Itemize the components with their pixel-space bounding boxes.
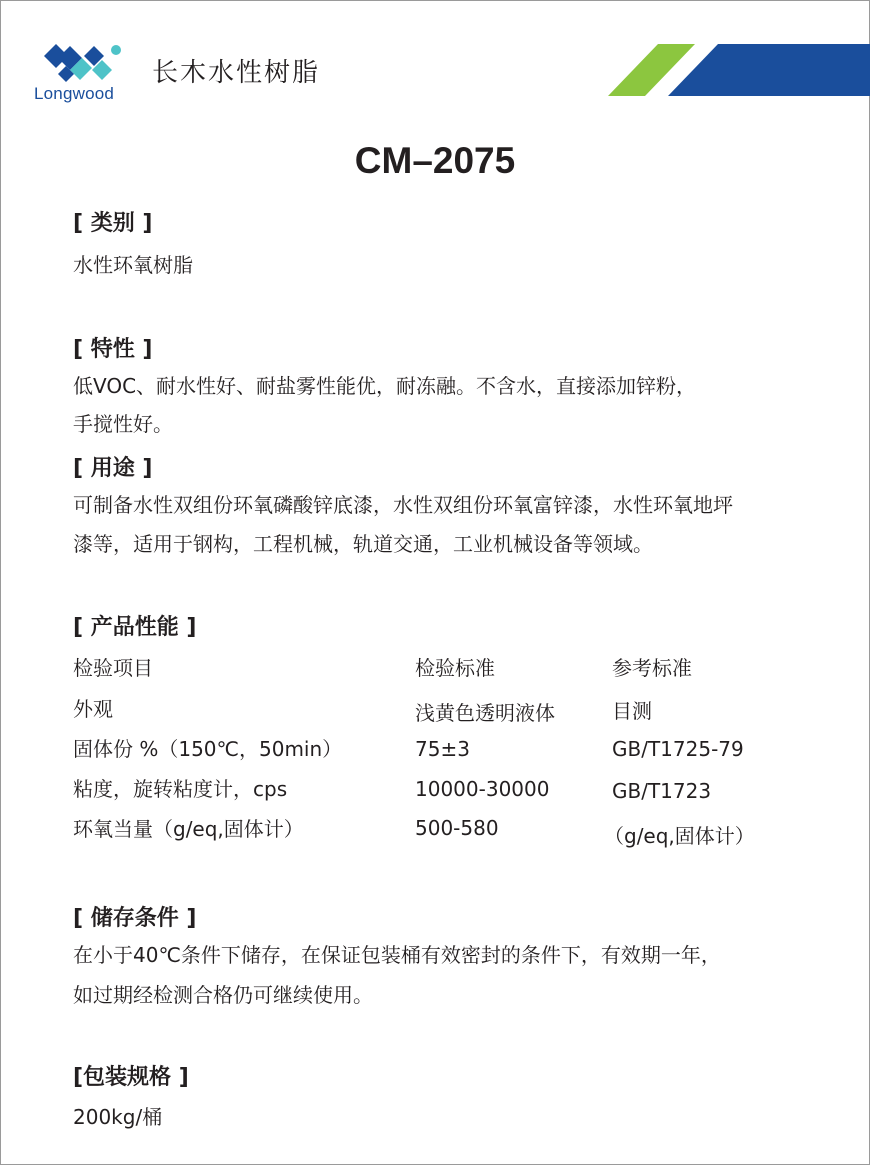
table-cell: 浅黄色透明液体 bbox=[415, 701, 555, 725]
performance-heading: [ 产品性能 ] bbox=[73, 615, 197, 640]
storage-heading: [ 储存条件 ] bbox=[73, 906, 197, 931]
table-cell: 目测 bbox=[612, 699, 652, 723]
properties-heading: [ 特性 ] bbox=[73, 337, 153, 362]
category-heading: [ 类别 ] bbox=[73, 211, 153, 236]
table-cell: 粘度，旋转粘度计，cps bbox=[73, 777, 288, 801]
table-cell: 外观 bbox=[73, 697, 113, 721]
uses-heading: [ 用途 ] bbox=[73, 456, 153, 481]
table-header-standard: 检验标准 bbox=[415, 656, 495, 680]
uses-line: 漆等，适用于钢构，工程机械，轨道交通，工业机械设备等领域。 bbox=[73, 532, 653, 556]
uses-line: 可制备水性双组份环氧磷酸锌底漆，水性双组份环氧富锌漆，水性环氧地坪 bbox=[73, 493, 733, 517]
header-stripes-decoration bbox=[600, 42, 870, 96]
category-text: 水性环氧树脂 bbox=[73, 253, 193, 277]
properties-line: 手搅性好。 bbox=[73, 412, 173, 436]
table-cell: （g/eq,固体计） bbox=[604, 824, 755, 848]
table-cell: 500-580 bbox=[415, 816, 499, 840]
table-cell: 固体份 %（150℃，50min） bbox=[73, 737, 343, 761]
packaging-heading: [包装规格 ] bbox=[73, 1065, 189, 1090]
table-cell: 10000-30000 bbox=[415, 777, 550, 801]
logo-text: Longwood bbox=[34, 84, 115, 103]
properties-line: 低VOC、耐水性好、耐盐雾性能优，耐冻融。不含水，直接添加锌粉， bbox=[73, 374, 697, 398]
company-name: 长木水性树脂 bbox=[152, 58, 321, 88]
table-cell: GB/T1723 bbox=[612, 779, 712, 803]
table-header-reference: 参考标准 bbox=[612, 656, 692, 680]
product-title: CM–2075 bbox=[354, 140, 516, 181]
table-cell: GB/T1725-79 bbox=[612, 737, 744, 761]
storage-line: 在小于40℃条件下储存，在保证包装桶有效密封的条件下，有效期一年， bbox=[73, 943, 721, 967]
table-cell: 环氧当量（g/eq,固体计） bbox=[73, 817, 304, 841]
table-header-item: 检验项目 bbox=[73, 656, 153, 680]
packaging-text: 200kg/桶 bbox=[73, 1105, 163, 1129]
table-cell: 75±3 bbox=[415, 737, 470, 761]
storage-line: 如过期经检测合格仍可继续使用。 bbox=[73, 983, 373, 1007]
